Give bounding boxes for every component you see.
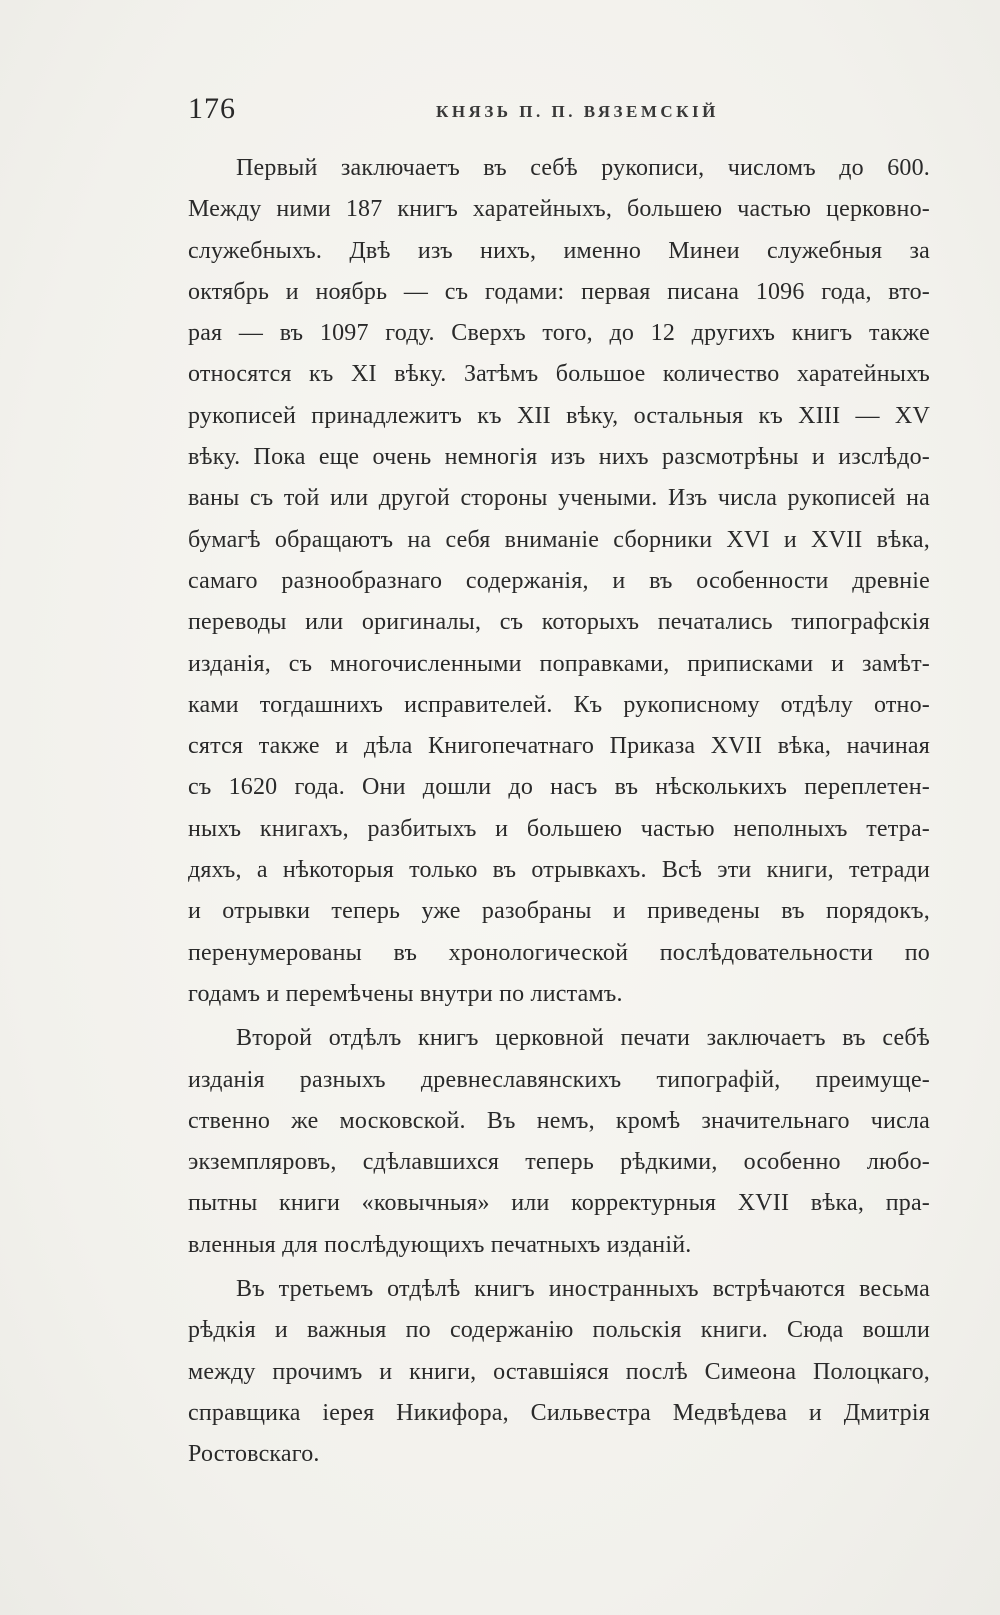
text-line: Въ третьемъ отдѣлѣ книгъ иностранныхъ встрѣчаются весьма [236, 1276, 930, 1303]
text-line: Первый заключаетъ въ себѣ рукописи, числомъ до 600. [236, 155, 930, 181]
text-line: съ 1620 года. Они дошли до насъ въ нѣсколькихъ переплетен- [188, 774, 930, 801]
text-line: перенумерованы въ хронологической послѣдовательности по [188, 939, 930, 966]
text-line: между прочимъ и книги, оставшіяся послѣ Симеона Полоцкаго, [188, 1358, 930, 1385]
text-line: переводы или оригиналы, съ которыхъ печатались типографскія [188, 609, 930, 636]
text-line: экземпляровъ, сдѣлавшихся теперь рѣдкими, особенно любо- [188, 1149, 930, 1176]
text-line: годамъ и перемѣчены внутри по листамъ. [188, 980, 623, 1007]
text-line: изданія, съ многочисленными поправками, приписками и замѣт- [188, 650, 930, 677]
text-line: Ростовскаго. [188, 1441, 320, 1468]
text-line: рая — въ 1097 году. Сверхъ того, до 12 другихъ книгъ также [188, 320, 930, 347]
running-head [188, 92, 930, 132]
text-line: дяхъ, а нѣкоторыя только въ отрывкахъ. Всѣ эти книги, тетради [188, 857, 930, 884]
text-line: служебныхъ. Двѣ изъ нихъ, именно Минеи служебныя за [188, 237, 930, 264]
body-text [188, 148, 930, 1476]
text-line: рукописей принадлежитъ къ XII вѣку, остальныя къ XIII — XV [188, 402, 930, 429]
paragraph-2 [188, 1018, 930, 1266]
text-line: и отрывки теперь уже разобраны и приведены въ порядокъ, [188, 898, 930, 925]
text-line: ками тогдашнихъ исправителей. Къ рукописному отдѣлу отно- [188, 691, 930, 718]
paragraph-3 [188, 1269, 930, 1475]
text-line: относятся къ XI вѣку. Затѣмъ большое количество харатейныхъ [188, 361, 930, 388]
page-number: 176 [188, 92, 236, 125]
text-line: рѣдкія и важныя по содержанію польскія книги. Сюда вошли [188, 1317, 930, 1344]
text-line: Второй отдѣлъ книгъ церковной печати заключаетъ въ себѣ [236, 1025, 930, 1052]
text-line: справщика іерея Никифора, Сильвестра Медвѣдева и Дмитрія [188, 1399, 930, 1426]
text-line: пытны книги «ковычныя» или корректурныя XVII вѣка, пра- [188, 1190, 930, 1217]
text-line: вѣку. Пока еще очень немногія изъ нихъ разсмотрѣны и изслѣдо- [188, 444, 930, 471]
text-line: изданія разныхъ древнеславянскихъ типографій, преимуще- [188, 1066, 930, 1093]
text-line: ственно же московской. Въ немъ, кромѣ значительнаго числа [188, 1107, 930, 1134]
text-line: ваны съ той или другой стороны учеными. Изъ числа рукописей на [188, 485, 930, 512]
paragraph-1 [188, 148, 930, 1015]
text-line: Между ними 187 книгъ харатейныхъ, большею частью церковно- [188, 196, 930, 223]
text-line: октябрь и ноябрь — съ годами: первая писана 1096 года, вто- [188, 278, 930, 305]
text-line: самаго разнообразнаго содержанія, и въ особенности древніе [188, 567, 930, 594]
running-title: КНЯЗЬ П. П. ВЯЗЕМСКІЙ [436, 102, 719, 121]
text-line: вленныя для послѣдующихъ печатныхъ изданій. [188, 1231, 692, 1258]
text-line: сятся также и дѣла Книгопечатнаго Приказа XVII вѣка, начиная [188, 733, 930, 760]
text-line: ныхъ книгахъ, разбитыхъ и большею частью неполныхъ тетра- [188, 815, 930, 842]
text-line: бумагѣ обращаютъ на себя вниманіе сборники XVI и XVII вѣка, [188, 526, 930, 553]
